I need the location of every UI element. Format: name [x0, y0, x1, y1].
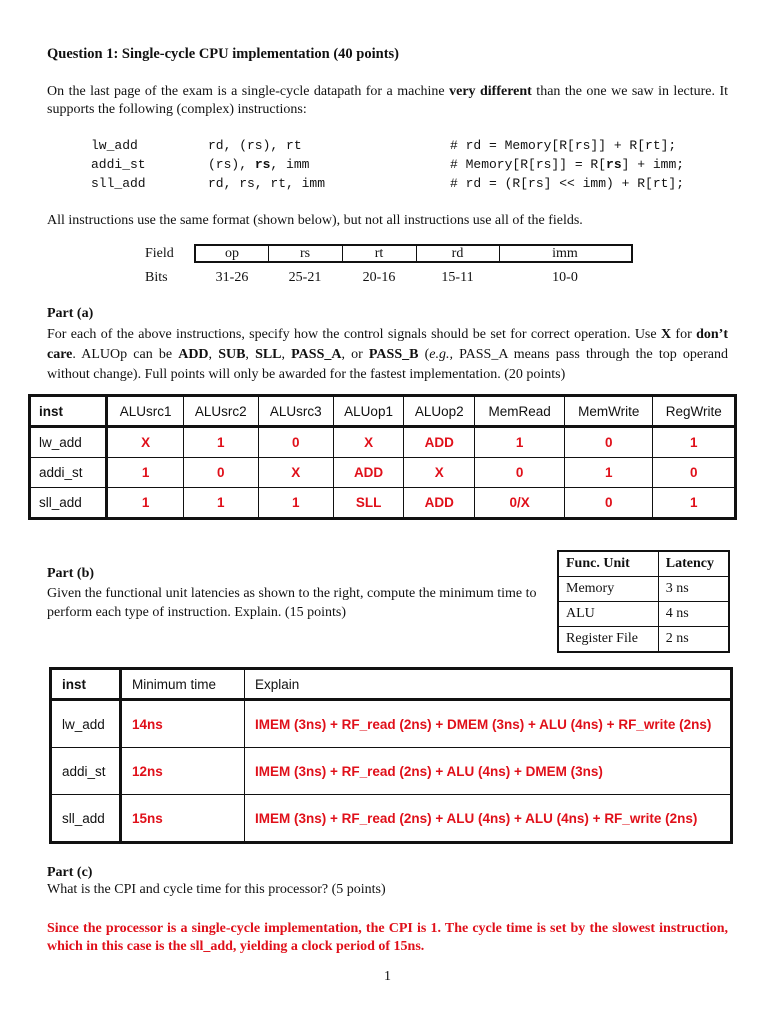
bold-span: PASS_B	[368, 347, 419, 362]
field-imm: imm	[552, 246, 578, 261]
inst-cell: sll_add	[51, 795, 121, 843]
value-cell: X	[107, 427, 183, 458]
instruction-comment: # rd = (R[rs] << imm) + R[rt];	[450, 176, 685, 191]
page-number: 1	[384, 969, 391, 984]
table-row	[558, 577, 729, 602]
explain-cell: IMEM (3ns) + RF_read (2ns) + ALU (4ns) + ALU (4ns) + RF_write (2ns)	[245, 795, 732, 843]
value-cell: 0	[565, 427, 653, 458]
comment-bold-part: rs	[606, 157, 622, 172]
part-b-title: Part (b)	[47, 566, 95, 581]
explain-cell: IMEM (3ns) + RF_read (2ns) + ALU (4ns) + DMEM (3ns)	[245, 748, 732, 795]
instruction-name: sll_add	[91, 176, 146, 191]
header-cell: ALUop1	[333, 396, 404, 427]
table-row	[30, 427, 736, 458]
text-span: ,	[245, 347, 256, 362]
value-cell: SLL	[333, 488, 404, 519]
value-cell: ADD	[404, 488, 475, 519]
header-cell: ALUsrc3	[258, 396, 333, 427]
intro-emphasis: very different	[449, 84, 532, 99]
value-cell: 0/X	[475, 488, 565, 519]
unit-cell: Memory	[558, 577, 658, 602]
header-cell: inst	[51, 669, 121, 700]
instruction-row-addi-st	[91, 157, 685, 175]
latency-cell: 3 ns	[658, 577, 729, 602]
header-cell: MemRead	[475, 396, 565, 427]
instruction-name: lw_add	[91, 138, 138, 153]
value-cell: X	[404, 458, 475, 488]
instruction-operands	[208, 157, 309, 172]
operands-part: (rs),	[208, 157, 255, 172]
text-span: for	[671, 327, 697, 342]
value-cell: 1	[107, 458, 183, 488]
field-label: Field	[145, 246, 174, 261]
table-row	[30, 458, 736, 488]
bold-span: SLL	[255, 347, 282, 362]
part-c-question: What is the CPI and cycle time for this processor? (5 points)	[47, 882, 386, 897]
table-header-row	[558, 551, 729, 577]
header-cell: MemWrite	[565, 396, 653, 427]
text-span: ,	[208, 347, 219, 362]
header-cell: inst	[30, 396, 107, 427]
value-cell: ADD	[333, 458, 404, 488]
instruction-row-lw-add	[91, 138, 677, 156]
inst-cell: addi_st	[51, 748, 121, 795]
text-span: ,	[281, 347, 292, 362]
part-b-text: Given the functional unit latencies as shown to the right, compute the minimum time to perform each type of instruction. Explain. (15 points)	[47, 586, 537, 620]
text-span: For each of the above instructions, specify how the control signals should be set for correct operation. Use	[47, 327, 661, 342]
text-span: , or	[341, 347, 369, 362]
time-cell: 12ns	[121, 748, 245, 795]
bold-span: ADD	[178, 347, 209, 362]
time-cell: 14ns	[121, 700, 245, 748]
value-cell: 0	[653, 458, 736, 488]
value-cell: ADD	[404, 427, 475, 458]
question-title: Question 1: Single-cycle CPU implementation (40 points)	[47, 46, 400, 62]
part-a-title: Part (a)	[47, 306, 94, 321]
table-header-row	[51, 669, 732, 700]
control-signals-table	[28, 394, 737, 520]
bits-rd: 15-11	[441, 270, 474, 285]
value-cell: X	[333, 427, 404, 458]
table-row	[558, 627, 729, 653]
bits-imm: 10-0	[552, 270, 578, 285]
part-c-title: Part (c)	[47, 865, 93, 880]
field-rt: rt	[374, 246, 384, 261]
explain-cell: IMEM (3ns) + RF_read (2ns) + DMEM (3ns) + ALU (4ns) + RF_write (2ns)	[245, 700, 732, 748]
bits-rt: 20-16	[362, 270, 396, 285]
header-cell: ALUop2	[404, 396, 475, 427]
value-cell: 1	[258, 488, 333, 519]
intro-paragraph	[47, 83, 728, 119]
bold-span: X	[660, 327, 672, 342]
header-cell: Explain	[245, 669, 732, 700]
bits-op: 31-26	[215, 270, 249, 285]
text-span: (	[418, 347, 430, 362]
value-cell: X	[258, 458, 333, 488]
part-c-answer: Since the processor is a single-cycle implementation, the CPI is 1. The cycle time is set by the slowest instruction, which in this case is the sll_add, yielding a clock period of 15ns.	[47, 921, 728, 954]
comment-part: # Memory[R[rs]] = R[	[450, 157, 607, 172]
latency-cell: 4 ns	[658, 602, 729, 627]
instruction-operands: rd, rs, rt, imm	[208, 176, 326, 191]
value-cell: 0	[183, 458, 258, 488]
instruction-operands: rd, (rs), rt	[208, 138, 302, 153]
latency-cell: 2 ns	[658, 627, 729, 653]
comment-part: ] + imm;	[621, 157, 685, 172]
text-span: PASS_A means pass through the top operand without change). Full points will only be awarded for the fastest implementation. (20 points)	[47, 347, 728, 382]
time-cell: 15ns	[121, 795, 245, 843]
value-cell: 1	[475, 427, 565, 458]
field-rd: rd	[451, 246, 464, 261]
inst-cell: addi_st	[30, 458, 107, 488]
header-cell: Minimum time	[121, 669, 245, 700]
header-cell: RegWrite	[653, 396, 736, 427]
instruction-name: addi_st	[91, 157, 146, 172]
italic-span: e.g.,	[429, 347, 453, 362]
bold-span: don’t care	[47, 327, 728, 362]
unit-cell: ALU	[558, 602, 658, 627]
operands-bold-part: rs	[254, 157, 271, 172]
table-row	[30, 488, 736, 519]
value-cell: 1	[183, 427, 258, 458]
latency-table	[557, 550, 730, 653]
text-span: . ALUOp can be	[72, 347, 179, 362]
value-cell: 0	[565, 488, 653, 519]
table-row	[558, 602, 729, 627]
inst-cell: lw_add	[51, 700, 121, 748]
instruction-comment: # rd = Memory[R[rs]] + R[rt];	[450, 138, 677, 153]
inst-cell: sll_add	[30, 488, 107, 519]
table-row	[51, 748, 732, 795]
unit-cell: Register File	[558, 627, 658, 653]
value-cell: 1	[565, 458, 653, 488]
instruction-format-box	[194, 244, 633, 263]
instruction-row-sll-add	[91, 176, 685, 194]
bold-span: PASS_A	[291, 347, 342, 362]
value-cell: 1	[653, 488, 736, 519]
table-row	[51, 795, 732, 843]
part-a-text	[47, 325, 728, 385]
format-note: All instructions use the same format (shown below), but not all instructions use all of the fields.	[47, 213, 583, 228]
minimum-time-table	[49, 667, 733, 844]
table-header-row	[30, 396, 736, 427]
intro-text-start: On the last page of the exam is a single-cycle datapath for a machine	[47, 84, 450, 99]
instruction-comment	[450, 157, 684, 172]
bits-label: Bits	[145, 270, 168, 285]
header-cell: Latency	[658, 551, 729, 577]
header-cell: Func. Unit	[558, 551, 658, 577]
header-cell: ALUsrc1	[107, 396, 183, 427]
value-cell: 1	[107, 488, 183, 519]
field-rs: rs	[299, 246, 311, 261]
bold-span: SUB	[218, 347, 246, 362]
inst-cell: lw_add	[30, 427, 107, 458]
value-cell: 1	[653, 427, 736, 458]
value-cell: 0	[258, 427, 333, 458]
value-cell: 1	[183, 488, 258, 519]
field-op: op	[225, 246, 239, 261]
table-row	[51, 700, 732, 748]
value-cell: 0	[475, 458, 565, 488]
intro-text-end: than the one we saw in lecture. It supports the following (complex) instructions:	[47, 84, 729, 117]
header-cell: ALUsrc2	[183, 396, 258, 427]
bits-rs: 25-21	[288, 270, 322, 285]
operands-part: , imm	[270, 157, 310, 172]
